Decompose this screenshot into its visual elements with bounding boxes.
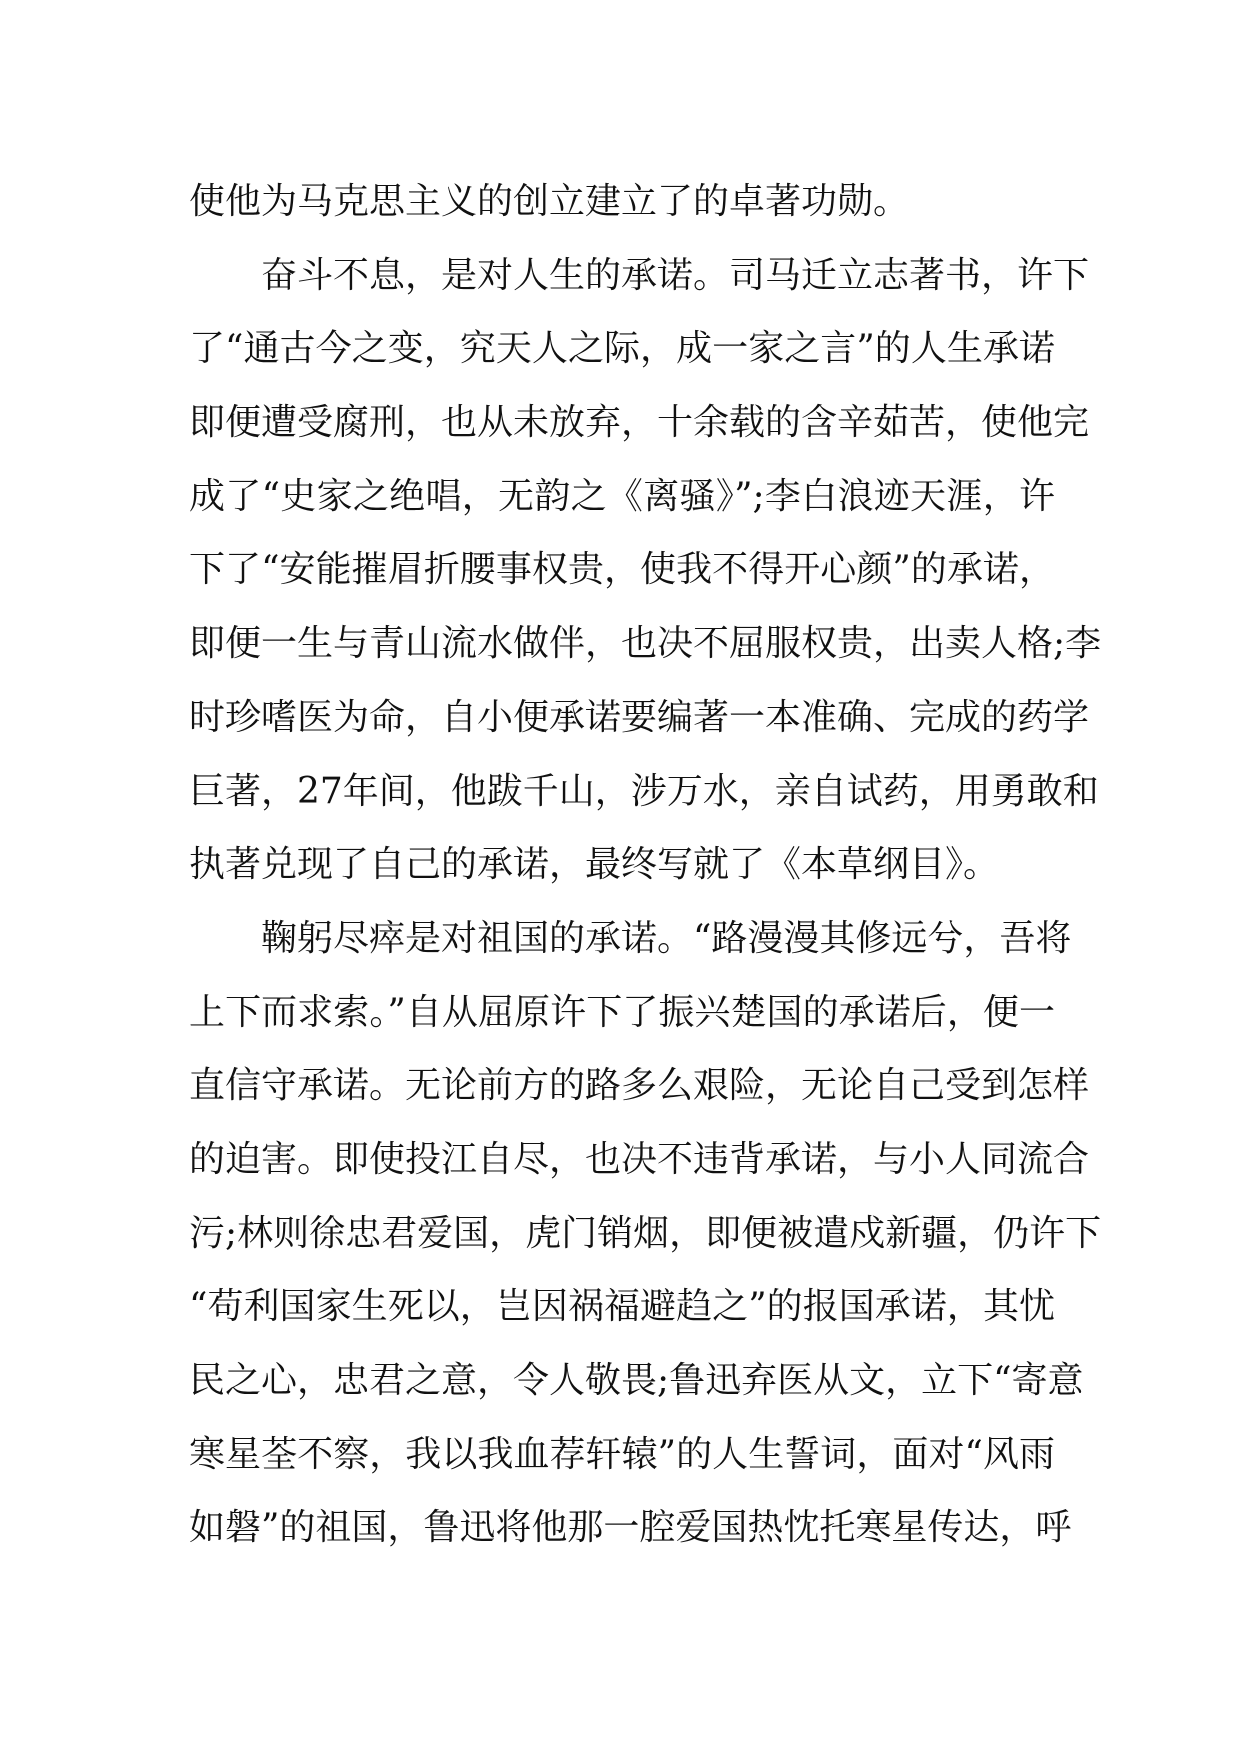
text-line-15: 污;林则徐忠君爱国，虎门销烟，即便被遣戍新疆，仍许下 xyxy=(189,1212,1102,1254)
text-line-7: 即便一生与青山流水做伴，也决不屈服权贵，出卖人格;李 xyxy=(189,623,1102,665)
text-line-19: 如磐”的祖国，鲁迅将他那一腔爱国热忱托寒星传达，呼 xyxy=(189,1507,1072,1549)
text-line-4: 即便遭受腐刑，也从未放弃，十余载的含辛茹苦，使他完 xyxy=(189,402,1090,444)
text-line-6: 下了“安能摧眉折腰事权贵，使我不得开心颜”的承诺， xyxy=(189,549,1055,591)
text-line-10: 执著兑现了自己的承诺，最终写就了《本草纲目》。 xyxy=(189,844,1000,886)
text-line-9: 巨著，27年间，他跋千山，涉万水，亲自试药，用勇敢和 xyxy=(189,770,1099,812)
text-line-11: 鞠躬尽瘁是对祖国的承诺。“路漫漫其修远兮，吾将 xyxy=(261,917,1072,959)
text-line-5: 成了“史家之绝唱，无韵之《离骚》”;李白浪迹天涯，许 xyxy=(189,475,1055,517)
text-line-14: 的迫害。即使投江自尽，也决不违背承诺，与小人同流合 xyxy=(189,1138,1090,1180)
text-line-12: 上下而求索。”自从屈原许下了振兴楚国的承诺后，便一 xyxy=(189,991,1055,1033)
text-line-8: 时珍嗜医为命，自小便承诺要编著一本准确、完成的药学 xyxy=(189,696,1090,738)
text-line-2: 奋斗不息，是对人生的承诺。司马迁立志著书，许下 xyxy=(261,254,1090,296)
text-line-17: 民之心，忠君之意，令人敬畏;鲁迅弃医从文，立下“寄意 xyxy=(189,1360,1084,1401)
text-line-13: 直信守承诺。无论前方的路多么艰险，无论自己受到怎样 xyxy=(189,1065,1090,1107)
essay-text-body xyxy=(189,165,1102,1565)
text-line-16: “苟利国家生死以，岂因祸福避趋之”的报国承诺，其忧 xyxy=(189,1286,1055,1328)
text-line-1: 使他为马克思主义的创立建立了的卓著功勋。 xyxy=(189,181,910,222)
text-line-18: 寒星荃不察，我以我血荐轩辕”的人生誓词，面对“风雨 xyxy=(189,1433,1055,1475)
text-line-3: 了“通古今之变，究天人之际，成一家之言”的人生承诺 xyxy=(189,328,1055,370)
